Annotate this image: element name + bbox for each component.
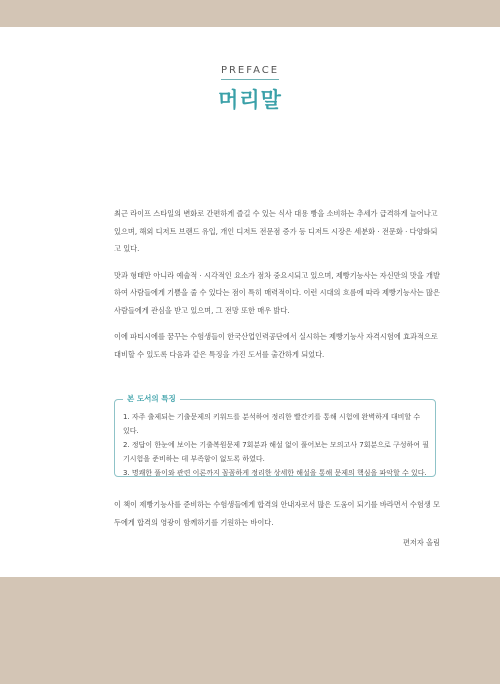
features-title: 본 도서의 특징 bbox=[123, 393, 180, 404]
feature-item-2: 2. 정답이 한눈에 보이는 기출복원문제 7회분과 해설 없이 풀어보는 모의고사 7회분으로 구성하여 필기시험을 준비하는 데 부족함이 없도록 하였다. bbox=[123, 441, 430, 463]
bottom-decorative-band bbox=[0, 577, 500, 684]
page-title: 머리말 bbox=[218, 88, 282, 112]
intro-text bbox=[114, 205, 440, 363]
top-decorative-band bbox=[0, 0, 500, 27]
page-header bbox=[0, 58, 500, 114]
feature-item-3: 3. 명쾌한 풀이와 관련 이론까지 꼼꼼하게 정리한 상세한 해설을 통해 문제의 핵심을 파악할 수 있다. bbox=[123, 469, 427, 477]
preface-label: PREFACE bbox=[221, 65, 279, 80]
features-list bbox=[123, 410, 429, 480]
paragraph-3: 이에 파티시에를 꿈꾸는 수험생들이 한국산업인력공단에서 실시하는 제빵기능사 자격시험에 효과적으로 대비할 수 있도록 다음과 같은 특징을 가진 도서를 출간하게 되었다. bbox=[114, 332, 438, 359]
feature-item-1: 1. 자주 출제되는 기출문제의 키워드를 분석하여 정리한 빨간키를 통해 시험에 완벽하게 대비할 수 있다. bbox=[123, 413, 421, 435]
paragraph-1: 최근 라이프 스타일의 변화로 간편하게 즐길 수 있는 식사 대용 빵을 소비하는 추세가 급격하게 늘어나고 있으며, 해외 디저트 브랜드 유입, 개인 디저트 전문점 증가 등 디저트 시장은 세분화 · 전문화 · 다양화되고 있다. bbox=[114, 209, 438, 253]
closing-paragraph: 이 책이 제빵기능사를 준비하는 수험생들에게 합격의 안내자로서 많은 도움이 되기를 바라면서 수험생 모두에게 합격의 영광이 함께하기를 기원하는 바이다. bbox=[114, 500, 440, 527]
features-box bbox=[114, 394, 436, 477]
paragraph-2: 맛과 형태만 아니라 예술적 · 시각적인 요소가 점차 중요시되고 있으며, 제빵기능사는 자신만의 맛을 개발하여 사람들에게 기쁨을 줄 수 있다는 점이 특히 매력적이다. 이런 시대의 흐름에 따라 제빵기능사는 많은 사람들에게 관심을 받고 있으며, 그 전망 또한 매우 밝다. bbox=[114, 270, 440, 315]
signature: 편저자 올림 bbox=[402, 538, 440, 547]
